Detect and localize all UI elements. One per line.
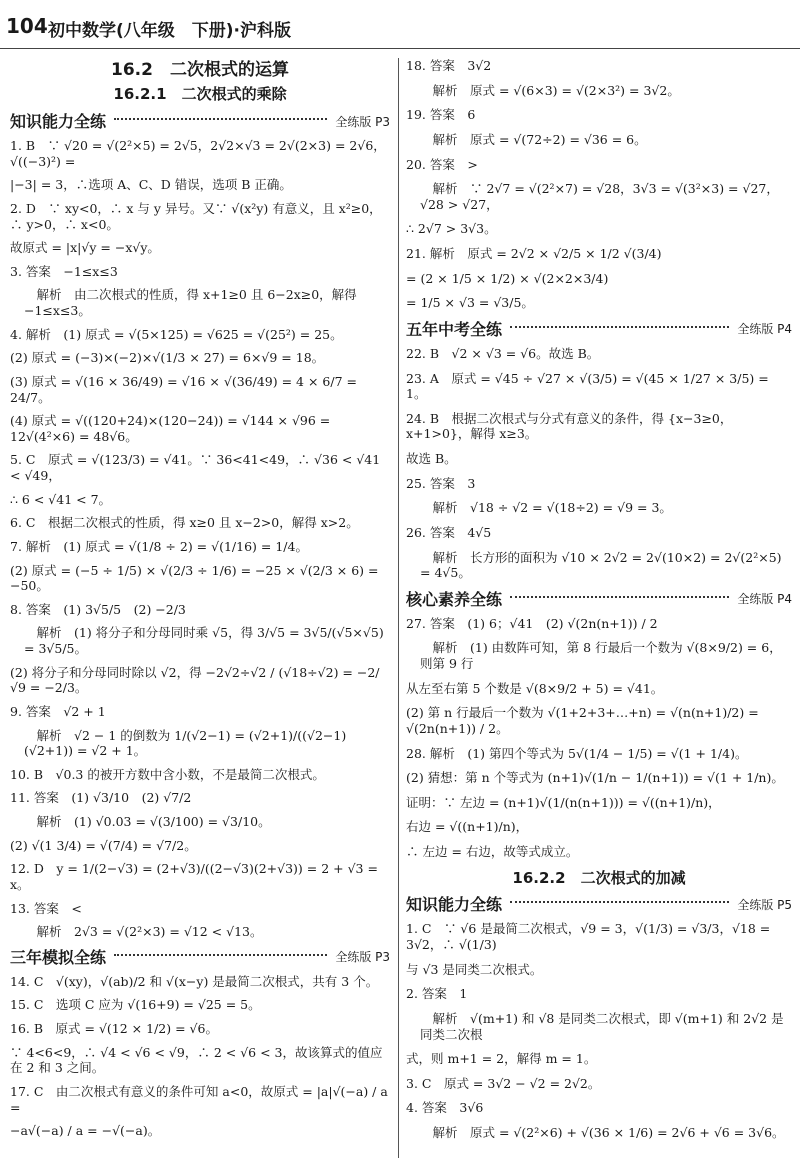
answer-line: ∴ 2√7 > 3√3。 (406, 221, 497, 237)
answer-line: 从左至右第 5 个数是 √(8×9/2 + 5) = √41。 (406, 680, 664, 696)
bar-title: 知识能力全练 (10, 112, 107, 131)
answer-line: (2) 原式 = (−3)×(−2)×√(1/3 × 27) = 6×√9 = 18。 (10, 350, 325, 366)
answer-block-1 (10, 138, 390, 940)
answer-line: 解析 (1) 由数阵可知，第 8 行最后一个数为 √(8×9/2) = 6，则第 9 行 (420, 640, 782, 671)
answer-line: 解析 √2 − 1 的倒数为 1/(√2−1) = (√2+1)/((√2−1)(√2+1)) = √2 + 1。 (24, 727, 347, 759)
answer-line: 11. 答案 (1) √3/10 (2) √7/2 (10, 790, 192, 806)
bar-dots (510, 326, 729, 328)
answer-line: 21. 解析 原式 = 2√2 × √2/5 × 1/2 √(3/4) (406, 246, 662, 261)
answer-line: (2) 将分子和分母同时除以 √2，得 −2√2÷√2 / (√18÷√2) = −2/√9 = −2/3。 (10, 664, 380, 696)
bar-page-ref: 全练版 P3 (335, 114, 390, 129)
answer-line: ∴ 6 < √41 < 7。 (10, 491, 112, 507)
bar-page-ref: 全练版 P5 (737, 897, 792, 912)
bar-page-ref: 全练版 P3 (335, 950, 390, 965)
answer-line: 故选 B。 (406, 451, 457, 466)
answer-line: 15. C 选项 C 应为 √(16+9) = √25 = 5。 (10, 997, 261, 1013)
bar-page-ref: 全练版 P4 (737, 322, 792, 337)
answer-line: 故原式 = |x|√y = −x√y。 (10, 240, 160, 256)
answer-line: 13. 答案 < (10, 900, 82, 916)
answer-line: 23. A 原式 = √45 ÷ √27 × √(3/5) = √(45 × 1/27 × 3/5) = 1。 (406, 370, 769, 402)
answer-line: 1. B ∵ √20 = √(2²×5) = 2√5，2√2×√3 = 2√(2×3) = 2√6，√((−3)²) = (10, 138, 386, 169)
practice-bar-knowledge (10, 112, 390, 132)
answer-line: 3. 答案 −1≤x≤3 (10, 263, 118, 279)
answer-block-2 (10, 974, 390, 1139)
answer-block-4 (406, 616, 792, 860)
bar-page-ref: 全练版 P4 (737, 592, 792, 607)
answer-line: 5. C 原式 = √(123/3) = √41。∵ 36<41<49，∴ √36 < √41 < √49， (10, 452, 381, 483)
answer-line: |−3| = 3，∴选项 A、C、D 错误，选项 B 正确。 (10, 177, 292, 193)
answer-line: ∵ 4<6<9，∴ √4 < √6 < √9，∴ 2 < √6 < 3，故该算式的值应在 2 和 3 之间。 (10, 1044, 383, 1076)
answer-line: 解析 由二次根式的性质，得 x+1≥0 且 6−2x≥0，解得 −1≤x≤3。 (24, 287, 357, 318)
bar-dots (510, 596, 729, 598)
subsection-title: 16.2.1 二次根式的乘除 (113, 85, 287, 104)
header-rule (0, 48, 800, 49)
answer-line: 7. 解析 (1) 原式 = √(1/8 ÷ 2) = √(1/16) = 1/4。 (10, 538, 308, 554)
bar-dots (114, 954, 327, 956)
answer-line: 解析 原式 = √(2²×6) + √(36 × 1/6) = 2√6 + √6 = 3√6。 (420, 1125, 785, 1140)
right-column (406, 58, 792, 1150)
left-column (10, 58, 390, 1147)
answer-line: 26. 答案 4√5 (406, 524, 492, 540)
answer-line: 解析 √(m+1) 和 √8 是同类二次根式，即 √(m+1) 和 2√2 是同类二次根 (420, 1010, 784, 1042)
answer-line: 2. D ∵ xy<0，∴ x 与 y 异号。又∵ √(x²y) 有意义，且 x²≥0，∴ y>0，∴ x<0。 (10, 200, 382, 232)
answer-line: 2. 答案 1 (406, 986, 468, 1002)
practice-bar-mock (10, 948, 390, 968)
answer-line: (2) 猜想：第 n 个等式为 (n+1)√(1/n − 1/(n+1)) = √(1 + 1/n)。 (406, 770, 784, 786)
answer-line: = 1/5 × √3 = √3/5。 (406, 295, 534, 311)
answer-line: 3. C 原式 = 3√2 − √2 = 2√2。 (406, 1075, 601, 1091)
subsection-title-2: 16.2.2 二次根式的加减 (512, 868, 686, 887)
bar-dots (510, 901, 729, 903)
book-title: 初中数学(八年级 下册)·沪科版 (48, 21, 291, 41)
bar-title: 知识能力全练 (406, 895, 503, 915)
answer-line: 22. B √2 × √3 = √6。故选 B。 (406, 345, 600, 361)
answer-line: 28. 解析 (1) 第四个等式为 5√(1/4 − 1/5) = √(1 + 1/4)。 (406, 745, 748, 761)
answer-line: 解析 2√3 = √(2²×3) = √12 < √13。 (24, 924, 263, 940)
answer-line: 证明：∵ 左边 = (n+1)√(1/(n(n+1))) = √((n+1)/n)， (406, 794, 721, 810)
answer-line: 4. 解析 (1) 原式 = √(5×125) = √625 = √(25²) = 25。 (10, 326, 343, 342)
answer-line: 17. C 由二次根式有意义的条件可知 a<0，故原式 = |a|√(−a) / a = (10, 1083, 388, 1115)
answer-line: 8. 答案 (1) 3√5/5 (2) −2/3 (10, 601, 186, 617)
answer-line: 解析 √18 ÷ √2 = √(18÷2) = √9 = 3。 (420, 500, 672, 516)
answer-line: 16. B 原式 = √(12 × 1/2) = √6。 (10, 1021, 218, 1036)
answer-line: 10. B √0.3 的被开方数中含小数，不是最简二次根式。 (10, 766, 325, 782)
answer-line: ∴ 左边 = 右边，故等式成立。 (406, 844, 579, 859)
column-divider (398, 58, 399, 1158)
answer-line: 9. 答案 √2 + 1 (10, 703, 106, 719)
answer-line: 1. C ∵ √6 是最简二次根式，√9 = 3，√(1/3) = √3/3，√18 = 3√2，∴ √(1/3) (406, 921, 771, 952)
answer-line: = (2 × 1/5 × 1/2) × √(2×2×3/4) (406, 270, 609, 286)
answer-line: 4. 答案 3√6 (406, 1100, 484, 1116)
answer-line: 27. 答案 (1) 6；√41 (2) √(2n(n+1)) / 2 (406, 615, 658, 631)
section-title: 16.2 二次根式的运算 (111, 60, 289, 80)
practice-bar-exam (406, 320, 792, 340)
answer-line: 12. D y = 1/(2−√3) = (2+√3)/((2−√3)(2+√3)) = 2 + √3 = x。 (10, 861, 378, 892)
answer-line: 25. 答案 3 (406, 475, 476, 491)
answer-line: 解析 长方形的面积为 √10 × 2√2 = 2√(10×2) = 2√(2²×5) = 4√5。 (420, 549, 782, 581)
answer-line: 解析 原式 = √(72÷2) = √36 = 6。 (420, 131, 647, 147)
page-header (0, 0, 800, 54)
answer-block-3 (406, 346, 792, 581)
answer-line: 18. 答案 3√2 (406, 58, 492, 73)
answer-line: 24. B 根据二次根式与分式有意义的条件，得 {x−3≥0，x+1>0}，解得 x≥3。 (406, 410, 733, 442)
answer-block-5 (406, 921, 792, 1140)
answer-line: (2) √(1 3/4) = √(7/4) = √7/2。 (10, 837, 197, 853)
bar-title: 五年中考全练 (406, 319, 503, 339)
practice-bar-core (406, 590, 792, 610)
answer-line: 解析 (1) 将分子和分母同时乘 √5，得 3/√5 = 3√5/(√5×√5) = 3√5/5。 (24, 625, 384, 656)
page-number: 104 (6, 14, 48, 38)
answer-line: 与 √3 是同类二次根式。 (406, 961, 543, 977)
practice-bar-knowledge-2 (406, 895, 792, 915)
answer-line: −a√(−a) / a = −√(−a)。 (10, 1123, 161, 1139)
answer-line: 式，则 m+1 = 2，解得 m = 1。 (406, 1051, 597, 1067)
answer-line: (4) 原式 = √((120+24)×(120−24)) = √144 × √96 = 12√(4²×6) = 48√6。 (10, 413, 331, 444)
answer-block-top (406, 58, 792, 311)
bar-title: 三年模拟全练 (10, 947, 107, 967)
answer-line: (2) 第 n 行最后一个数为 √(1+2+3+…+n) = √(n(n+1)/2) = √(2n(n+1)) / 2。 (406, 705, 759, 736)
bar-title: 核心素养全练 (406, 589, 503, 609)
answer-line: (3) 原式 = √(16 × 36/49) = √16 × √(36/49) = 4 × 6/7 = 24/7。 (10, 373, 357, 405)
answer-line: 右边 = √((n+1)/n)， (406, 819, 529, 835)
answer-line: 解析 原式 = √(6×3) = √(2×3²) = 3√2。 (420, 82, 680, 98)
answer-line: 解析 ∵ 2√7 = √(2²×7) = √28，3√3 = √(3²×3) = √27，√28 > √27， (420, 181, 779, 212)
bar-dots (114, 118, 327, 120)
answer-line: 19. 答案 6 (406, 107, 476, 123)
answer-line: 6. C 根据二次根式的性质，得 x≥0 且 x−2>0，解得 x>2。 (10, 515, 359, 531)
answer-line: (2) 原式 = (−5 ÷ 1/5) × √(2/3 ÷ 1/6) = −25 × √(2/3 × 6) = −50。 (10, 562, 379, 594)
answer-line: 20. 答案 > (406, 156, 478, 172)
answer-line: 解析 (1) √0.03 = √(3/100) = √3/10。 (24, 814, 271, 829)
answer-line: 14. C √(xy)，√(ab)/2 和 √(x−y) 是最简二次根式，共有 3 个。 (10, 973, 379, 989)
